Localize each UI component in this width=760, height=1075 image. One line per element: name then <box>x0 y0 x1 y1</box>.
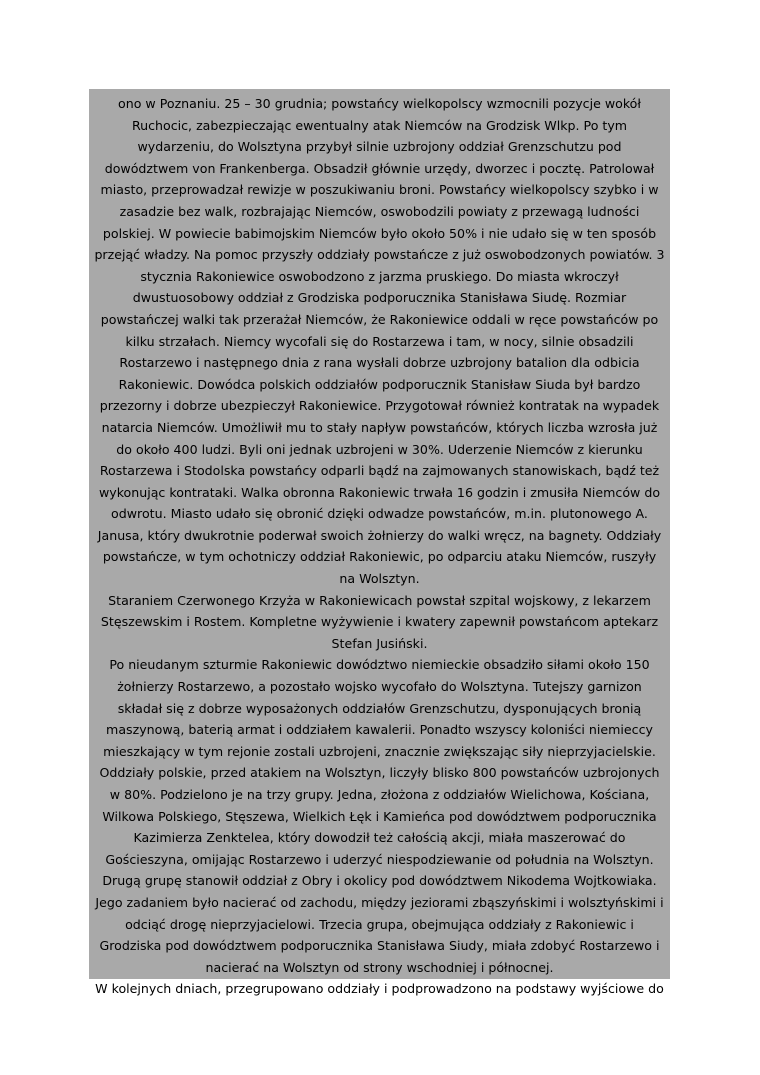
highlighted-text-block <box>89 89 670 997</box>
paragraph-3: Po nieudanym szturmie Rakoniewic dowództwo niemieckie obsadziło siłami około 150 żołnierzy Rostarzewo, a pozostało wojsko wycofało do Wolsztyna. Tutejszy garnizon składał się z dobrze wyposażonych oddziałów Grenzschutzu, dysponujących bronią maszynową, baterią armat i oddziałem kawalerii. Ponadto wszyscy koloniści niemieccy mieszkający w tym rejonie zostali uzbrojeni, znacznie zwiększając siły nieprzyjacielskie. Oddziały polskie, przed atakiem na Wolsztyn, liczyły blisko 800 powstańców uzbrojonych w 80%. Podzielono je na trzy grupy. Jedna, złożona z oddziałów Wielichowa, Kościana, Wilkowa Polskiego, Stęszewa, Wielkich Łęk i Kamieńca pod dowództwem podporucznika Kazimierza Zenktelea, który dowodził też całością akcji, miała maszerować do Gościeszyna, omijając Rostarzewo i uderzyć niespodziewanie od południa na Wolsztyn. Drugą grupę stanowił oddział z Obry i okolicy pod dowództwem Nikodema Wojtkowiaka. Jego zadaniem było nacierać od zachodu, między jeziorami zbąszyńskimi i wolsztyńskimi i odciąć drogę nieprzyjacielowi. Trzecia grupa, obejmująca oddziały z Rakoniewic i Grodziska pod dowództwem podporucznika Stanisława Siudy, miała zdobyć Rostarzewo i nacierać na Wolsztyn od strony wschodniej i północnej. <box>95 657 664 975</box>
paragraph-1: ono w Poznaniu. 25 – 30 grudnia; powstańcy wielkopolscy wzmocnili pozycje wokół Ruchocic, zabezpieczając ewentualny atak Niemców na Grodzisk Wlkp. Po tym wydarzeniu, do Wolsztyna przybył silnie uzbrojony oddział Grenzschutzu pod dowództwem von Frankenberga. Obsadził głównie urzędy, dworzec i pocztę. Patrolował miasto, przeprowadzał rewizje w poszukiwaniu broni. Powstańcy wielkopolscy szybko i w zasadzie bez walk, rozbrajając Niemców, oswobodzili powiaty z przewagą ludności polskiej. W powiecie babimojskim Niemców było około 50% i nie udało się w ten sposób przejąć władzy. Na pomoc przyszły oddziały powstańcze z już oswobodzonych powiatów. 3 stycznia Rakoniewice oswobodzono z jarzma pruskiego. Do miasta wkroczył dwustuosobowy oddział z Grodziska podporucznika Stanisława Siudę. Rozmiar powstańczej walki tak przerażał Niemców, że Rakoniewice oddali w ręce powstańców po kilku strzałach. Niemcy wycofali się do Rostarzewa i tam, w nocy, silnie obsadzili Rostarzewo i następnego dnia z rana wysłali dobrze uzbrojony batalion dla odbicia Rakoniewic. Dowódca polskich oddziałów podporucznik Stanisław Siuda był bardzo przezorny i dobrze ubezpieczył Rakoniewice. Przygotował również kontratak na wypadek natarcia Niemców. Umożliwił mu to stały napływ powstańców, których liczba wzrosła już do około 400 ludzi. Byli oni jednak uzbrojeni w 30%. Uderzenie Niemców z kierunku Rostarzewa i Stodolska powstańcy odparli bądź na zajmowanych stanowiskach, bądź też wykonując kontrataki. Walka obronna Rakoniewic trwała 16 godzin i zmusiła Niemców do odwrotu. Miasto udało się obronić dzięki odwadze powstańców, m.in. plutonowego A. Janusa, który dwukrotnie poderwał swoich żołnierzy do walki wręcz, na bagnety. Oddziały powstańcze, w tym ochotniczy oddział Rakoniewic, po odparciu ataku Niemców, ruszyły na Wolsztyn. <box>94 96 665 587</box>
paragraph-2: Staraniem Czerwonego Krzyża w Rakoniewicach powstał szpital wojskowy, z lekarzem Stęszewskim i Rostem. Kompletne wyżywienie i kwatery zapewnił powstańcom aptekarz Stefan Jusiński. <box>100 592 659 651</box>
paragraph-4: W kolejnych dniach, przegrupowano oddziały i podprowadzono na podstawy wyjściowe do <box>95 981 664 997</box>
